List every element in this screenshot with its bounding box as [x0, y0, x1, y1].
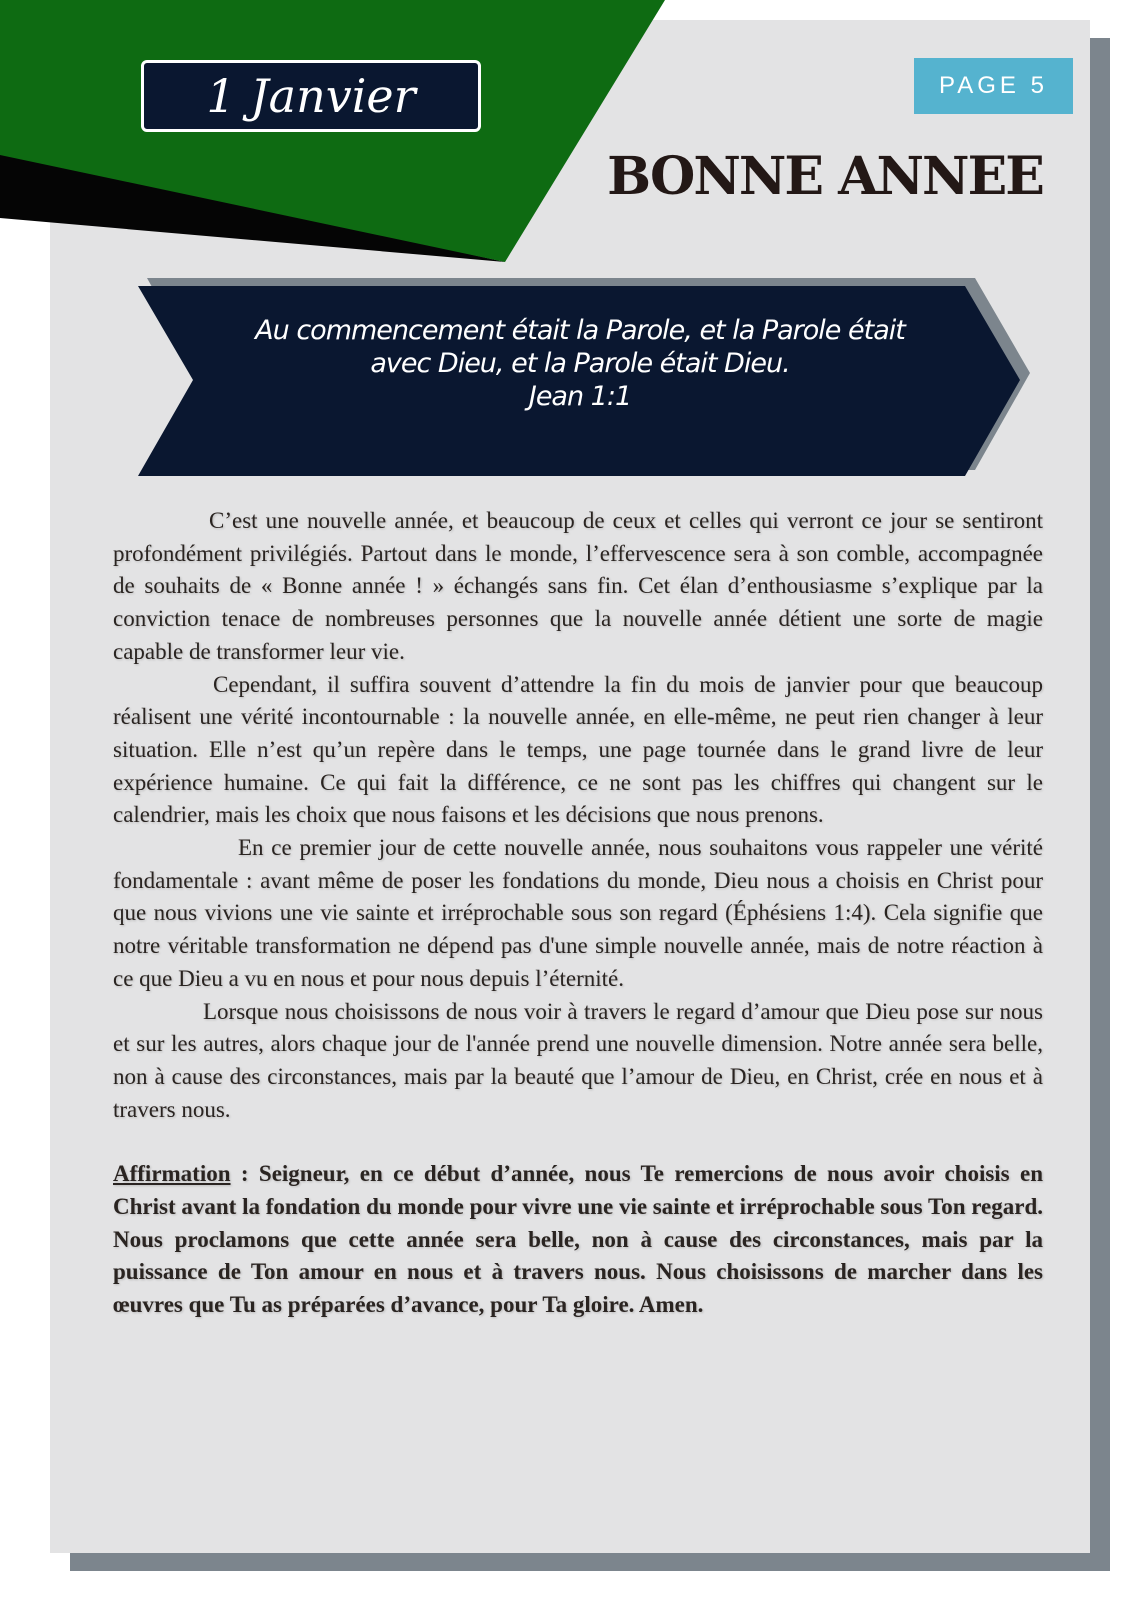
- verse-line-1: Au commencement était la Parole, et la Parole était: [255, 315, 905, 346]
- devotional-body: [113, 505, 1043, 1322]
- paragraph-4: Lorsque nous choisissons de nous voir à travers le regard d’amour que Dieu pose sur nous et sur les autres, alors chaque jour de l'année prend une nouvelle dimension. Notre année sera belle, non à cause des circonstances, mais par la beauté que l’amour de Dieu, en Christ, crée en nous et à travers nous.: [113, 998, 1043, 1122]
- paragraph-1: C’est une nouvelle année, et beaucoup de ceux et celles qui verront ce jour se sentiront profondément privilégiés. Partout dans le monde, l’effervescence sera à son comble, accompagnée de souhaits de « Bonne année ! » échangés sans fin. Cet élan d’enthousiasme s’explique par la conviction tenace de nombreuses personnes que la nouvelle année détient une sorte de magie capable de transformer leur vie.: [113, 508, 1043, 664]
- paragraph-spacer: [113, 1126, 1043, 1158]
- verse-line-2: avec Dieu, et la Parole était Dieu.: [370, 348, 790, 379]
- page-number-badge: PAGE 5: [914, 58, 1073, 114]
- bible-verse: [220, 314, 940, 413]
- affirmation: [113, 1158, 1043, 1322]
- affirmation-label: Affirmation: [113, 1161, 231, 1187]
- verse-reference: Jean 1:1: [528, 381, 632, 412]
- paragraph-2: Cependant, il suffira souvent d’attendre la fin du mois de janvier pour que beaucoup réalisent une vérité incontournable : la nouvelle année, en elle-même, ne peut rien changer à leur situation. Elle n’est qu’un repère dans le temps, une page tournée dans le grand livre de leur expérience humaine. Ce qui fait la différence, ce ne sont pas les chiffres qui changent sur le calendrier, mais les choix que nous faisons et les décisions que nous prenons.: [113, 671, 1043, 828]
- date-label: 1 Janvier: [141, 60, 481, 132]
- affirmation-separator: :: [230, 1161, 259, 1187]
- paragraph-3: En ce premier jour de cette nouvelle année, nous souhaitons vous rappeler une vérité fondamentale : avant même de poser les fondations du monde, Dieu nous a choisis en Christ pour que nous vivions une vie sainte et irréprochable sous son regard (Éphésiens 1:4). Cela signifie que notre véritable transformation ne dépend pas d'une simple nouvelle année, mais de notre réaction à ce que Dieu a vu en nous et pour nous depuis l’éternité.: [113, 835, 1043, 991]
- corner-decoration: [0, 0, 700, 280]
- affirmation-text: Seigneur, en ce début d’année, nous Te remercions de nous avoir choisis en Christ avant la fondation du monde pour vivre une vie sainte et irréprochable sous Ton regard. Nous proclamons que cette année sera belle, non à cause des circonstances, mais par la puissance de Ton amour en nous et à travers nous. Nous choisissons de marcher dans les œuvres que Tu as préparées d’avance, pour Ta gloire. Amen.: [113, 1161, 1043, 1318]
- page-title: BONNE ANNEE: [607, 146, 1043, 207]
